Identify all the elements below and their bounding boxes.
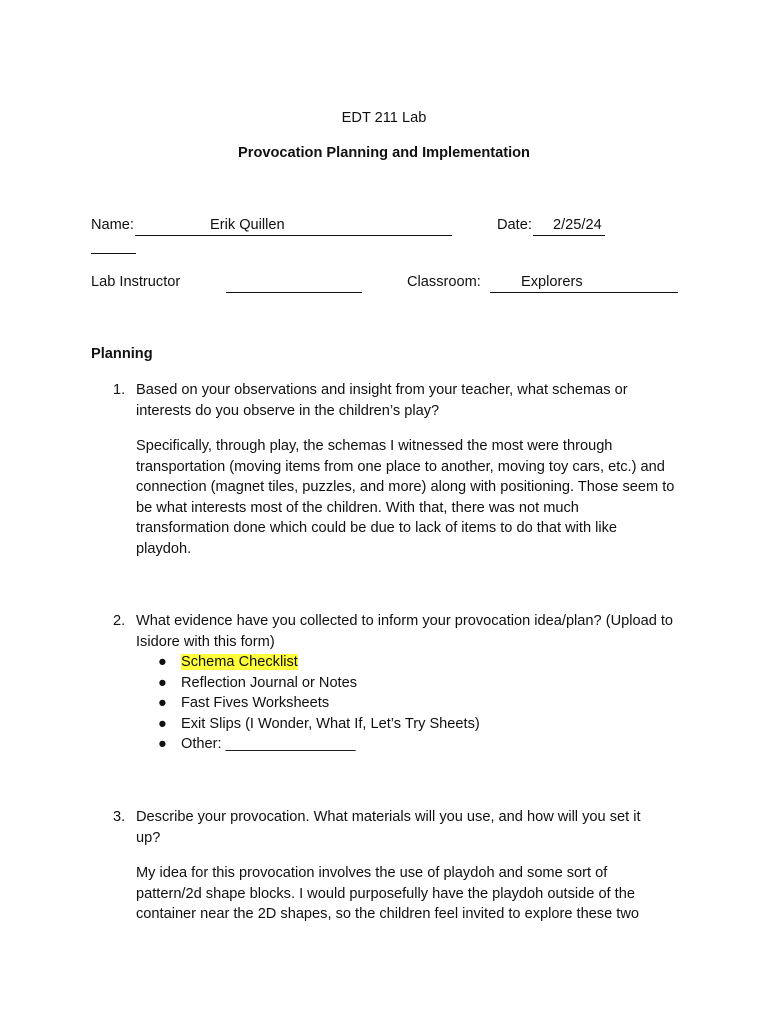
instructor-field [226,272,362,293]
question-number: 3. [113,809,126,825]
classroom-label: Classroom: [407,274,481,290]
form-title: Provocation Planning and Implementation [238,145,530,161]
question-1 [91,380,691,559]
answer-text: My idea for this provocation involves the use of playdoh and some sort of pattern/2d shape blocks. I would purposefully have the playdoh outside of the container near the 2D shapes, so the children feel invited to explore these two [136,865,639,922]
answer-text: Specifically, through play, the schemas I witnessed the most were through transportation (moving items from one place to another, moving toy cars, etc.) and connection (magnet tiles, puzzles, and more) along with positioning. Those seem to be what interests most of the children. With that, there was not much transformation done which could be due to lack of items to do that with like playdoh. [136,438,675,557]
instructor-label: Lab Instructor [91,274,181,290]
question-text: What evidence have you collected to inform your provocation idea/plan? (Upload to Isidore with this form) [136,613,674,650]
section-heading: Planning [91,346,153,362]
option-label: Reflection Journal or Notes [181,674,358,691]
date-label: Date: [497,217,532,233]
name-field [135,215,452,236]
list-item [158,714,691,735]
question-3 [91,807,691,925]
list-item [158,652,691,673]
option-label-highlighted: Schema Checklist [181,654,298,670]
option-label: Fast Fives Worksheets [181,695,330,711]
bullet-icon: ● [158,695,167,711]
date-field-overflow-line [91,235,136,254]
question-number: 2. [113,613,126,629]
option-label: Other: ________________ [181,736,356,752]
evidence-list [158,652,691,755]
classroom-value: Explorers [521,274,583,290]
bullet-icon: ● [158,736,167,752]
classroom-field [490,272,678,293]
list-item [158,693,691,714]
list-item [158,734,691,755]
bullet-icon: ● [158,715,167,732]
bullet-icon: ● [158,674,167,691]
question-text: Based on your observations and insight from your teacher, what schemas or interests do you observe in the children’s play? [136,382,628,419]
name-label: Name: [91,217,134,233]
date-field [533,215,605,236]
course-title: EDT 211 Lab [341,110,427,126]
name-value: Erik Quillen [210,217,285,233]
option-label: Exit Slips (I Wonder, What If, Let’s Try Sheets) [181,715,480,732]
list-item [158,673,691,694]
question-2 [91,611,691,755]
question-number: 1. [113,382,126,398]
bullet-icon: ● [158,654,167,670]
question-text: Describe your provocation. What materials will you use, and how will you set it up? [136,809,641,846]
date-value: 2/25/24 [553,217,602,233]
